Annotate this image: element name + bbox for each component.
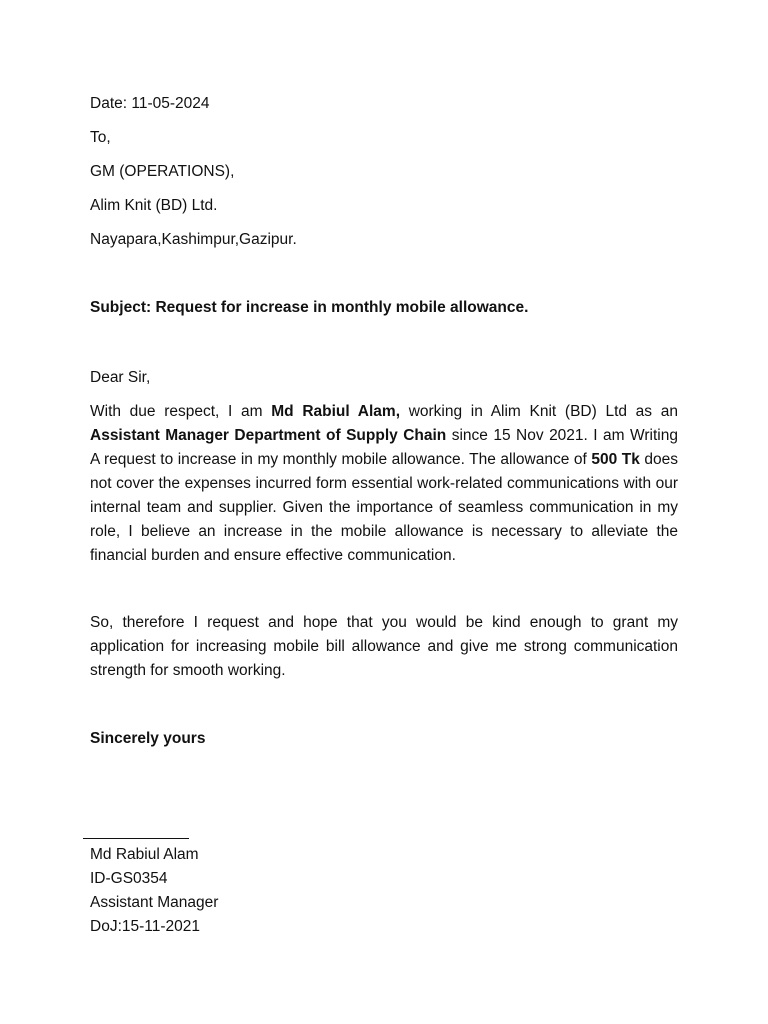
sender-position-inline: Assistant Manager Department of Supply Chain	[90, 427, 447, 444]
body-paragraph-1	[90, 400, 678, 568]
body1-text-2: working in Alim Knit (BD) Ltd as an	[400, 403, 678, 420]
recipient-address: Nayapara,Kashimpur,Gazipur.	[90, 231, 297, 248]
allowance-amount: 500 Tk	[591, 451, 640, 468]
recipient-company: Alim Knit (BD) Ltd.	[90, 197, 218, 214]
body1-text-3: since 15 Nov 2021. I am Writing A request to increase in my monthly mobile allowance. The allowance of	[90, 427, 678, 468]
recipient-designation: GM (OPERATIONS),	[90, 163, 235, 180]
signature-id: ID-GS0354	[90, 870, 168, 887]
signature-doj: DoJ:15-11-2021	[90, 918, 201, 935]
body-paragraph-2: So, therefore I request and hope that you would be kind enough to grant my application for increasing mobile bill allowance and give me strong communication strength for smooth working.	[90, 614, 678, 679]
signature-title: Assistant Manager	[90, 894, 219, 911]
signature-line	[83, 838, 189, 839]
signature-name: Md Rabiul Alam	[90, 846, 199, 863]
closing: Sincerely yours	[90, 730, 206, 747]
body1-text-4: does not cover the expenses incurred form essential work-related communications with our internal team and supplier. Given the importance of seamless communication in my role, I believe an increase in the mobile allowance is necessary to alleviate the financial burden and ensure effective communication.	[90, 451, 678, 564]
body1-text-1: With due respect, I am	[90, 403, 272, 420]
letter-date: Date: 11-05-2024	[90, 95, 210, 112]
to-line: To,	[90, 129, 111, 146]
letter-subject: Subject: Request for increase in monthly mobile allowance.	[90, 299, 529, 316]
salutation: Dear Sir,	[90, 369, 151, 386]
sender-name-inline: Md Rabiul Alam,	[271, 403, 401, 420]
